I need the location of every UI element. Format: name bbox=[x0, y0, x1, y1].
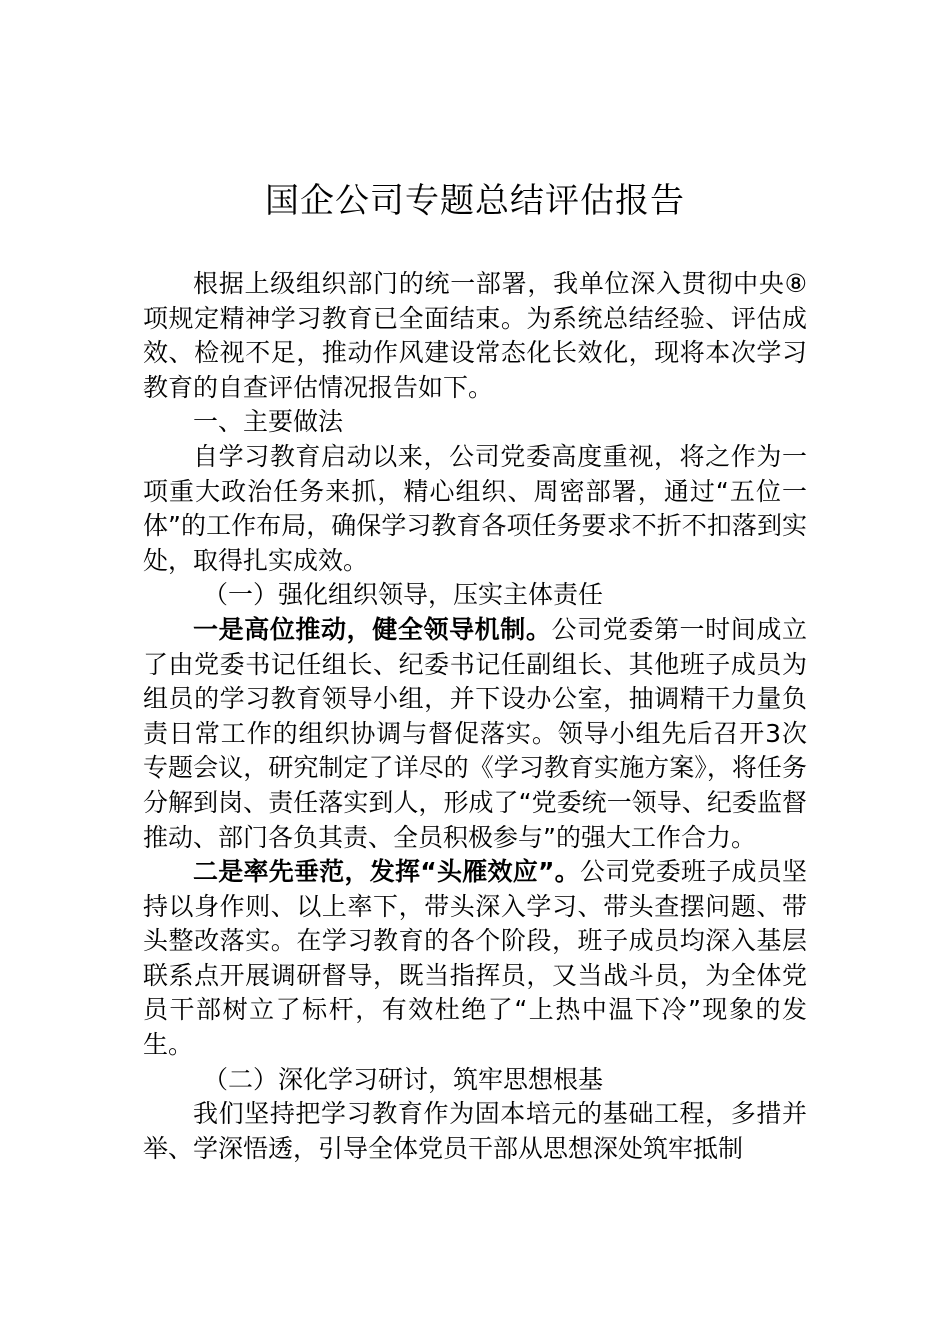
point-paragraph-example bbox=[143, 855, 807, 1063]
document-body bbox=[143, 267, 807, 1166]
point-lead-leadership: 一是高位推动，健全领导机制。 bbox=[193, 614, 552, 644]
page-title: 国企公司专题总结评估报告 bbox=[265, 181, 685, 221]
intro-paragraph: 根据上级组织部门的统一部署，我单位深入贯彻中央⑧项规定精神学习教育已全面结束。为系统总结经验、评估成效、检视不足，推动作风建设常态化长效化，现将本次学习教育的自查评估情况报告如下。 bbox=[143, 269, 807, 402]
point-lead-example: 二是率先垂范，发挥“头雁效应”。 bbox=[193, 857, 580, 887]
section-body-paragraph: 自学习教育启动以来，公司党委高度重视，将之作为一项重大政治任务来抓，精心组织、周密部署，通过“五位一体”的工作布局，确保学习教育各项任务要求不折不扣落到实处，取得扎实成效。 bbox=[143, 441, 807, 575]
subsection-body-study: 我们坚持把学习教育作为固本培元的基础工程，多措并举、学深悟透，引导全体党员干部从思想深处筑牢抵制 bbox=[143, 1099, 807, 1163]
point-paragraph-leadership bbox=[143, 613, 807, 855]
subsection-heading-study: （二）深化学习研讨，筑牢思想根基 bbox=[203, 1064, 604, 1094]
point-text-example: 公司党委班子成员坚持以身作则、以上率下，带头深入学习、带头查摆问题、带头整改落实。在学习教育的各个阶段，班子成员均深入基层联系点开展调研督导，既当指挥员，又当战斗员，为全体党员干部树立了标杆，有效杜绝了“上热中温下冷”现象的发生。 bbox=[143, 857, 807, 1060]
point-text-leadership: 公司党委第一时间成立了由党委书记任组长、纪委书记任副组长、其他班子成员为组员的学习教育领导小组，并下设办公室，抽调精干力量负责日常工作的组织协调与督促落实。领导小组先后召开3次专题会议，研究制定了详尽的《学习教育实施方案》，将任务分解到岗、责任落实到人，形成了“党委统一领导、纪委监督推动、部门各负其责、全员积极参与”的强大工作合力。 bbox=[143, 614, 807, 852]
subsection-heading-organization: （一）强化组织领导，压实主体责任 bbox=[203, 580, 604, 610]
section-heading-main-practices: 一、主要做法 bbox=[193, 407, 344, 437]
